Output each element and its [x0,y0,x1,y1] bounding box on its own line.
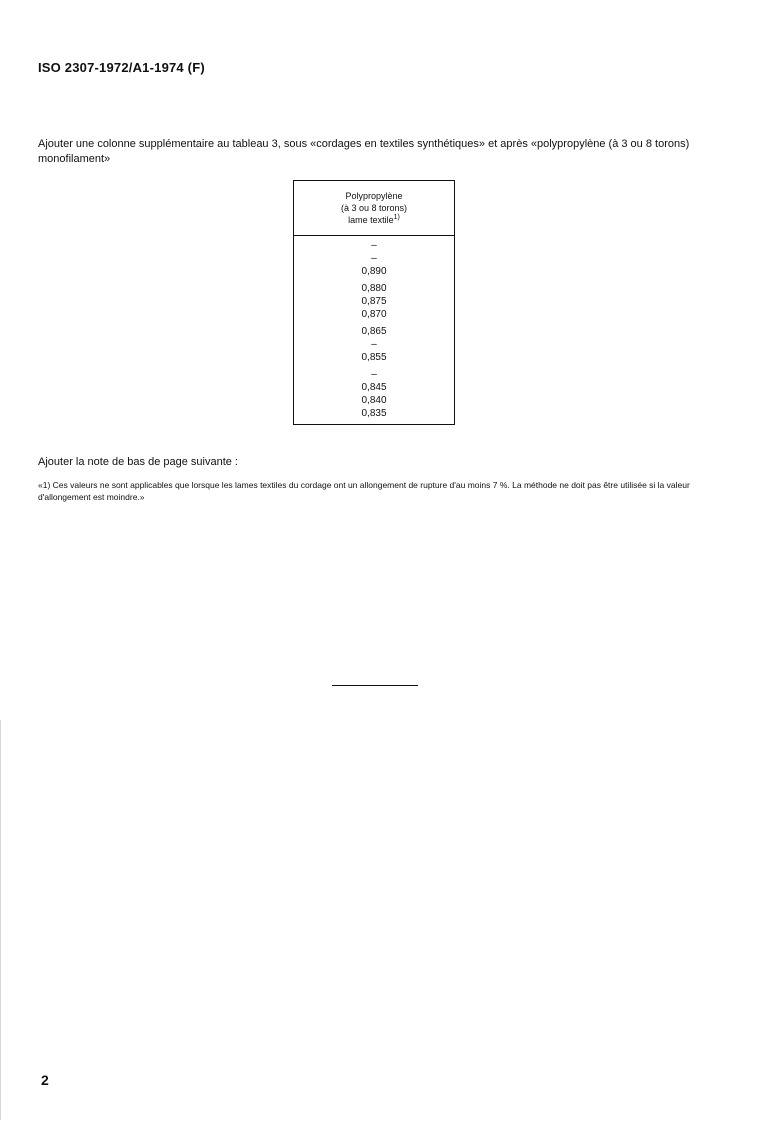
density-table [293,180,455,425]
table-cell: 0,845 [361,382,387,393]
header-line: (à 3 ou 8 torons) [340,203,408,213]
table-cell: 0,890 [361,266,387,277]
column-header [294,181,454,236]
footnote-reference: 1) [393,214,400,221]
value-group [294,239,454,278]
document-id: ISO 2307-1972/A1-1974 (F) [38,60,205,75]
header-line: Polypropylène [345,191,403,201]
page-number: 2 [41,1072,49,1088]
table-cell: 0,875 [361,296,387,307]
table-cell: 0,855 [361,352,387,363]
table-cell: 0,840 [361,395,387,406]
header-line [348,214,400,226]
footnote-text: «1) Ces valeurs ne sont applicables que lorsque les lames textiles du cordage ont un allongement de rupture d'au moins 7 %. La méthode ne doit pas être utilisée si la valeur d'allongement est moindre.» [38,480,690,502]
value-column [294,236,454,424]
end-divider [332,685,418,686]
value-group [294,325,454,364]
table-cell: 0,865 [361,326,387,337]
table-cell: – [371,339,377,350]
table-cell: – [371,369,377,380]
scan-edge-line [0,720,1,1120]
table-cell: – [371,253,377,264]
table-cell: 0,880 [361,283,387,294]
table-cell: 0,835 [361,408,387,419]
table-cell: – [371,240,377,251]
header-line-text: lame textile [348,215,394,225]
value-group [294,282,454,321]
table-cell: 0,870 [361,309,387,320]
footnote-instruction: Ajouter la note de bas de page suivante : [38,456,238,468]
value-group [294,368,454,420]
amendment-instruction: Ajouter une colonne supplémentaire au tableau 3, sous «cordages en textiles synthétiques» et après «polypropylène (à 3 ou 8 torons) monofilament» [38,138,690,165]
